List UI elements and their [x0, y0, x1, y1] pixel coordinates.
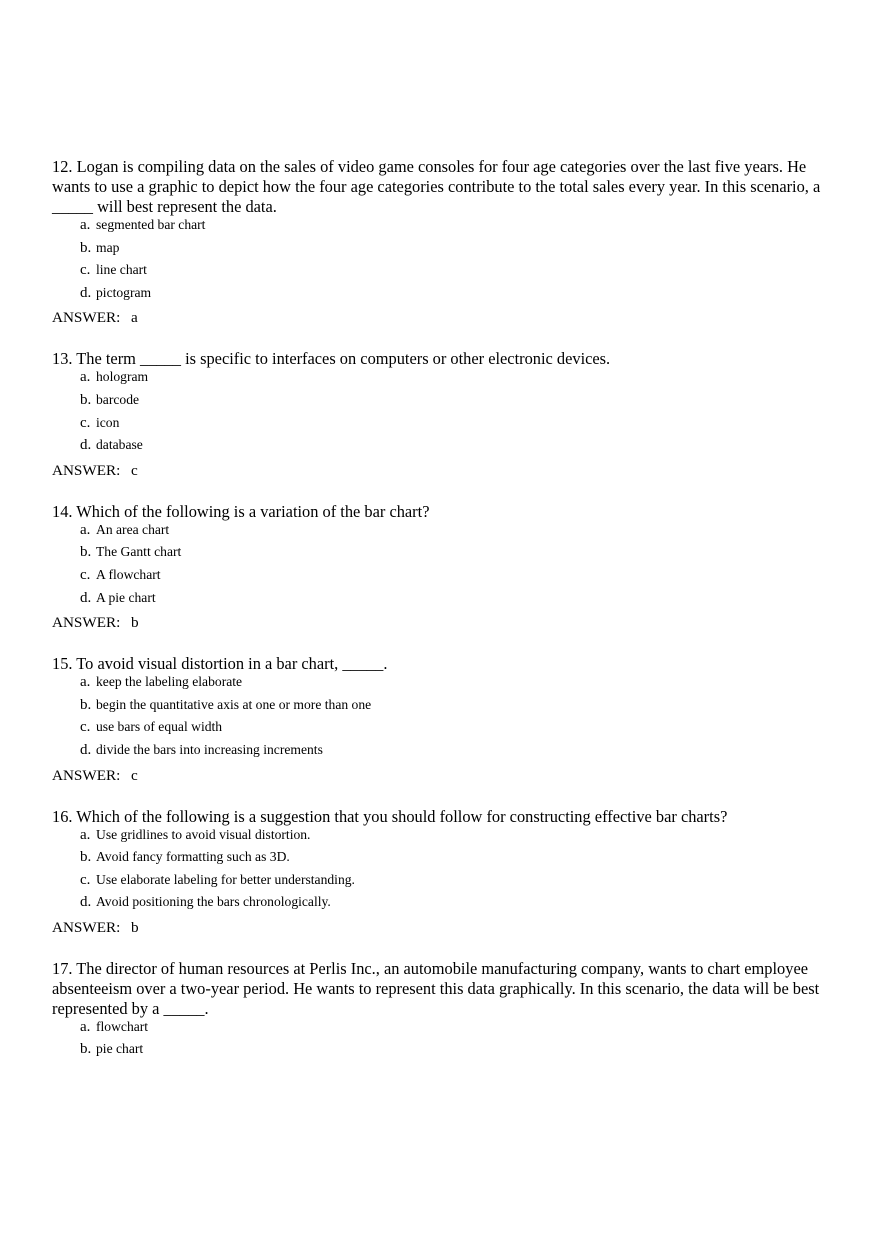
option-item: [52, 544, 842, 567]
option-list: [52, 1019, 842, 1064]
answer-value: c: [131, 461, 138, 479]
question-stem: 14. Which of the following is a variation of the bar chart?: [52, 501, 430, 521]
option-text: The Gantt chart: [96, 544, 182, 560]
option-item: [52, 567, 842, 590]
option-text: Use gridlines to avoid visual distortion.: [96, 826, 311, 842]
option-item: [52, 827, 842, 850]
answer-line: [52, 308, 842, 328]
question-17: [52, 959, 842, 1064]
answer-value: c: [131, 766, 138, 784]
option-letter: b.: [80, 391, 92, 408]
option-letter: d.: [80, 437, 92, 454]
question-stem: 17. The director of human resources at Perlis Inc., an automobile manufacturing company, wants to chart employee absenteeism over a two-year period. He wants to represent this data graphically. In this scenario, the data will be best represented by a _____.: [52, 958, 820, 1018]
option-letter: a.: [80, 1018, 91, 1035]
answer-label: ANSWER:: [52, 614, 121, 632]
option-text: database: [96, 437, 143, 453]
option-text: map: [96, 239, 120, 255]
option-text: begin the quantitative axis at one or more than one: [96, 696, 372, 712]
option-letter: d.: [80, 894, 92, 911]
answer-line: [52, 461, 842, 481]
option-item: [52, 240, 842, 263]
option-item: [52, 590, 842, 613]
answer-line: [52, 918, 842, 938]
answer-label: ANSWER:: [52, 918, 121, 936]
option-text: pictogram: [96, 284, 152, 300]
option-item: [52, 369, 842, 392]
option-letter: a.: [80, 369, 91, 386]
option-letter: a.: [80, 674, 91, 691]
option-text: pie chart: [96, 1041, 144, 1057]
option-text: Use elaborate labeling for better understanding.: [96, 871, 355, 887]
option-list: [52, 369, 842, 459]
option-item: [52, 872, 842, 895]
option-text: hologram: [96, 369, 149, 385]
option-item: [52, 285, 842, 308]
answer-label: ANSWER:: [52, 766, 121, 784]
option-list: [52, 217, 842, 307]
answer-label: ANSWER:: [52, 461, 121, 479]
option-letter: d.: [80, 284, 92, 301]
answer-value: b: [131, 614, 139, 632]
option-text: A pie chart: [96, 589, 156, 605]
option-item: [52, 392, 842, 415]
option-list: [52, 522, 842, 612]
option-letter: b.: [80, 239, 92, 256]
option-item: [52, 437, 842, 460]
option-item: [52, 522, 842, 545]
option-item: [52, 719, 842, 742]
option-text: barcode: [96, 391, 140, 407]
option-item: [52, 697, 842, 720]
option-letter: b.: [80, 696, 92, 713]
answer-line: [52, 613, 842, 633]
option-text: segmented bar chart: [96, 217, 206, 232]
option-letter: c.: [80, 566, 91, 583]
option-letter: b.: [80, 544, 92, 561]
option-letter: c.: [80, 262, 91, 279]
option-item: [52, 217, 842, 240]
option-text: icon: [96, 414, 120, 430]
question-13: [52, 349, 842, 480]
option-letter: a.: [80, 217, 91, 233]
option-letter: b.: [80, 1041, 92, 1058]
question-15: [52, 654, 842, 785]
option-item: [52, 415, 842, 438]
option-text: use bars of equal width: [96, 719, 223, 735]
question-12: [52, 157, 842, 328]
option-list: [52, 674, 842, 764]
option-text: flowchart: [96, 1018, 149, 1034]
option-letter: a.: [80, 521, 91, 538]
option-item: [52, 742, 842, 765]
option-list: [52, 827, 842, 917]
option-item: [52, 894, 842, 917]
option-item: [52, 262, 842, 285]
option-letter: b.: [80, 849, 92, 866]
option-letter: c.: [80, 414, 91, 431]
question-stem: 15. To avoid visual distortion in a bar chart, _____.: [52, 654, 388, 674]
option-item: [52, 674, 842, 697]
question-14: [52, 502, 842, 633]
option-text: An area chart: [96, 521, 170, 537]
option-letter: a.: [80, 826, 91, 843]
option-text: Avoid fancy formatting such as 3D.: [96, 849, 290, 865]
option-letter: d.: [80, 741, 92, 758]
option-text: keep the labeling elaborate: [96, 674, 243, 690]
option-text: A flowchart: [96, 566, 161, 582]
document-page: [52, 157, 842, 1085]
option-item: [52, 1019, 842, 1042]
answer-value: b: [131, 918, 139, 936]
answer-value: a: [131, 309, 138, 327]
option-letter: c.: [80, 719, 91, 736]
question-stem: 13. The term _____ is specific to interfaces on computers or other electronic devices.: [52, 349, 611, 369]
answer-line: [52, 766, 842, 786]
option-text: line chart: [96, 262, 147, 278]
option-item: [52, 849, 842, 872]
option-letter: d.: [80, 589, 92, 606]
option-text: Avoid positioning the bars chronologically.: [96, 894, 331, 910]
question-stem: 16. Which of the following is a suggestion that you should follow for constructing effective bar charts?: [52, 806, 728, 826]
answer-label: ANSWER:: [52, 309, 121, 327]
option-letter: c.: [80, 871, 91, 888]
question-16: [52, 807, 842, 938]
question-stem: 12. Logan is compiling data on the sales of video game consoles for four age categories over the last five years. He wants to use a graphic to depict how the four age categories contribute to the total sales every year. In this scenario, a _____ will best represent the data.: [52, 157, 821, 216]
option-text: divide the bars into increasing increments: [96, 741, 323, 757]
option-item: [52, 1041, 842, 1064]
